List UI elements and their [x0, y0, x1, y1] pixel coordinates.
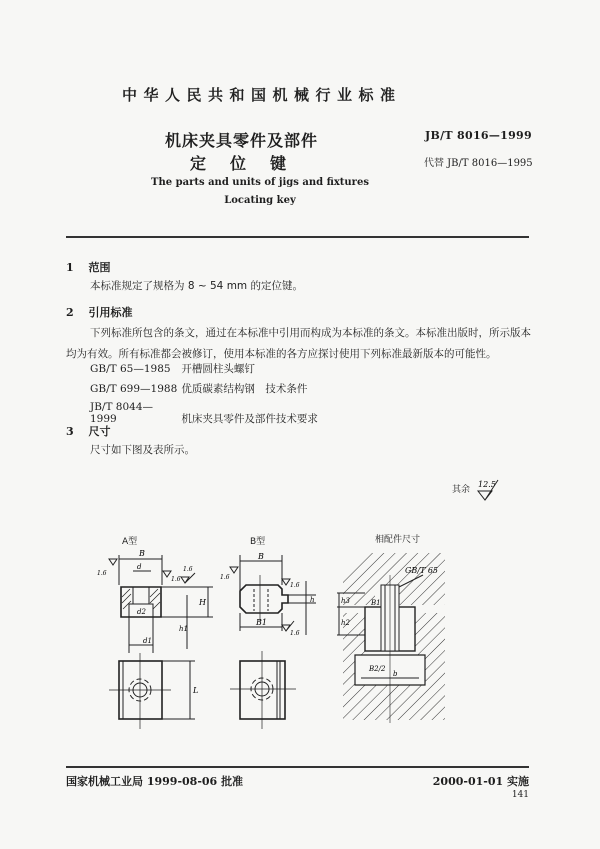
reference-name: 优质碳素结构钢 技术条件	[181, 383, 308, 395]
type-b-drawing	[220, 545, 330, 745]
figure-caption-type-b: B型	[250, 537, 266, 547]
reference-name: 开槽圆柱头螺钉	[181, 363, 255, 375]
dim-label: b	[393, 670, 398, 678]
reference-code: JB/T 8044—1999	[90, 401, 154, 425]
approving-authority: 国家机械工业局	[66, 775, 143, 788]
section-2-text: 下列标准所包含的条文，通过在本标准中引用而构成为本标准的条文。本标准出版时，所示版本均为有效。所有标准都会被修订，使用本标准的各方应探讨使用下列标准最新版本的可能性。	[66, 327, 531, 360]
mating-part-drawing	[335, 545, 450, 725]
roughness-label: 其余	[452, 485, 471, 495]
roughness-value: 1.6	[97, 570, 107, 577]
effective-date: 2000-01-01	[432, 775, 504, 788]
reference-code: GB/T 65—1985	[90, 363, 171, 375]
section-1-heading	[66, 259, 111, 275]
dim-label: d	[137, 563, 142, 571]
figure-caption-type-a: A型	[122, 537, 138, 547]
section-number: 3	[66, 425, 74, 438]
roughness-value: 12.5	[478, 480, 496, 489]
header-divider	[66, 236, 529, 238]
title-chinese-line1: 机床夹具零件及部件	[165, 131, 319, 150]
reference-item	[90, 361, 255, 376]
reference-name: 机床夹具零件及部件技术要求	[181, 413, 318, 425]
section-title: 尺寸	[88, 425, 111, 438]
roughness-note	[452, 482, 470, 495]
page-number: 141	[511, 790, 529, 800]
dim-label: B	[139, 549, 145, 558]
dim-label: L	[193, 686, 199, 695]
roughness-value: 1.6	[183, 566, 193, 573]
dim-label: h	[310, 596, 315, 604]
section-1-text: 本标准规定了规格为 8 ~ 54 mm 的定位键。	[90, 280, 303, 292]
section-3-text: 尺寸如下图及表所示。	[90, 444, 195, 456]
reference-item	[90, 381, 307, 396]
title-english-line2: Locating key	[224, 195, 296, 206]
figure-caption-mating: 相配件尺寸	[375, 535, 421, 545]
dim-label: d1	[143, 637, 152, 645]
reference-code: GB/T 699—1988	[90, 383, 178, 395]
dim-label: h2	[341, 619, 350, 627]
approval-info	[66, 773, 243, 789]
reference-item	[90, 401, 318, 426]
effective-label: 实施	[507, 775, 529, 788]
dim-label: B	[258, 552, 264, 561]
roughness-symbol-icon	[476, 478, 516, 502]
dim-label: B1	[256, 618, 267, 627]
roughness-value: 1.6	[220, 574, 230, 581]
dim-label: B2/2	[369, 665, 386, 673]
section-title: 范围	[88, 261, 111, 274]
dim-label: H	[199, 598, 206, 607]
dim-label: B1	[371, 599, 381, 607]
approval-label: 批准	[221, 775, 244, 788]
type-a-drawing	[95, 545, 225, 745]
replaces-standard: 代替 JB/T 8016—1995	[424, 158, 533, 169]
section-number: 1	[66, 261, 74, 274]
dim-label: d2	[137, 608, 146, 616]
roughness-value: 1.6	[171, 576, 181, 583]
title-chinese-line2: 定位键	[190, 154, 311, 173]
screw-reference: GB/T 65	[405, 566, 439, 575]
roughness-value: 1.6	[290, 630, 300, 637]
effective-info	[433, 773, 529, 789]
issuing-organization: 中华人民共和国机械行业标准	[122, 86, 402, 104]
section-number: 2	[66, 306, 74, 319]
section-3-heading	[66, 423, 111, 439]
footer-divider	[66, 766, 529, 768]
roughness-value: 1.6	[290, 582, 300, 589]
dim-label: h1	[179, 625, 188, 633]
section-2-heading	[66, 304, 133, 320]
dim-label: h3	[341, 597, 350, 605]
approval-date: 1999-08-06	[146, 775, 218, 788]
standard-number: JB/T 8016—1999	[425, 129, 532, 142]
section-title: 引用标准	[88, 306, 133, 319]
title-english-line1: The parts and units of jigs and fixtures	[151, 177, 369, 188]
